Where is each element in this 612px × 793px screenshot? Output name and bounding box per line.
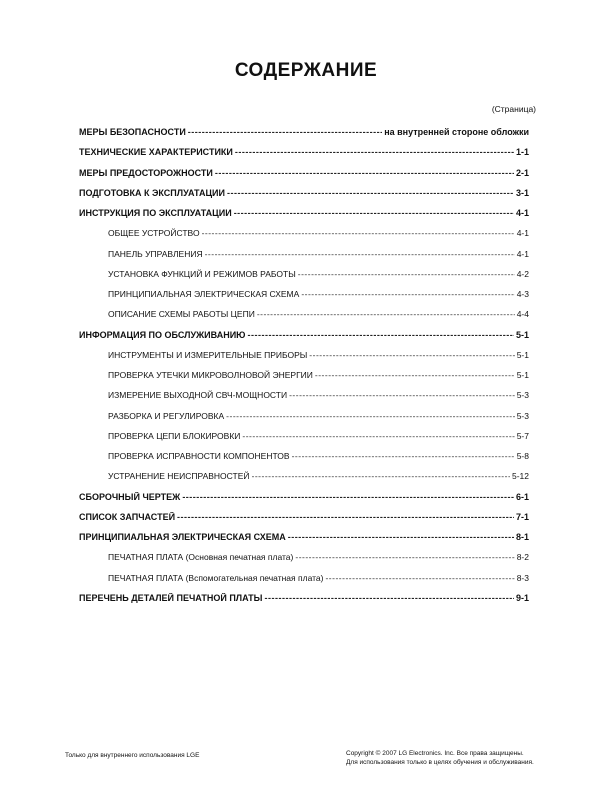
toc-dot-leader bbox=[227, 188, 514, 198]
toc-dot-leader bbox=[295, 552, 514, 562]
toc-subsection-entry bbox=[79, 573, 529, 593]
toc-entry-page: 4-1 bbox=[516, 248, 529, 259]
toc-subsection-entry bbox=[79, 350, 529, 370]
toc-dot-leader bbox=[235, 147, 514, 157]
toc-entry-page: 5-3 bbox=[516, 410, 529, 421]
toc-subsection-entry bbox=[79, 471, 529, 491]
toc-dot-leader bbox=[257, 309, 515, 319]
toc-entry-label: УСТАНОВКА ФУНКЦИЙ И РЕЖИМОВ РАБОТЫ bbox=[108, 268, 296, 279]
footer-copyright-line-2: Для использования только в целях обучения и обслуживания. bbox=[346, 759, 534, 766]
toc-subsection-entry bbox=[79, 411, 529, 431]
toc-entry-label: ПОДГОТОВКА К ЭКСПЛУАТАЦИИ bbox=[79, 187, 225, 198]
toc-dot-leader bbox=[264, 593, 514, 603]
toc-dot-leader bbox=[215, 168, 514, 178]
toc-entry-page: 8-2 bbox=[516, 552, 529, 563]
toc-entry-label: УСТРАНЕНИЕ НЕИСПРАВНОСТЕЙ bbox=[108, 471, 250, 482]
toc-dot-leader bbox=[292, 451, 515, 461]
table-of-contents bbox=[79, 127, 529, 613]
toc-entry-label: МЕРЫ БЕЗОПАСНОСТИ bbox=[79, 127, 186, 137]
toc-section-entry bbox=[79, 188, 529, 208]
toc-entry-label: ПЕЧАТНАЯ ПЛАТА (Вспомогательная печатная плата) bbox=[108, 572, 324, 583]
toc-section-entry bbox=[79, 492, 529, 512]
toc-dot-leader bbox=[202, 228, 515, 238]
toc-entry-label: РАЗБОРКА И РЕГУЛИРОВКА bbox=[108, 410, 225, 421]
toc-entry-page: 3-1 bbox=[515, 187, 529, 198]
toc-entry-page: 2-1 bbox=[515, 167, 529, 178]
toc-entry-label: ИНСТРУМЕНТЫ И ИЗМЕРИТЕЛЬНЫЕ ПРИБОРЫ bbox=[108, 349, 308, 360]
toc-section-entry bbox=[79, 147, 529, 167]
toc-subsection-entry bbox=[79, 269, 529, 289]
toc-entry-page: 8-1 bbox=[515, 532, 529, 542]
toc-entry-label: СПИСОК ЗАПЧАСТЕЙ bbox=[79, 511, 176, 522]
toc-dot-leader bbox=[234, 208, 514, 218]
toc-section-entry bbox=[79, 208, 529, 228]
toc-entry-page: 5-12 bbox=[511, 471, 529, 482]
toc-subsection-entry bbox=[79, 289, 529, 309]
toc-section-entry bbox=[79, 512, 529, 532]
footer-internal-use: Только для внутреннего использования LGE bbox=[65, 752, 200, 759]
toc-dot-leader bbox=[242, 431, 514, 441]
toc-dot-leader bbox=[288, 532, 514, 542]
toc-entry-page: 6-1 bbox=[515, 491, 529, 502]
toc-entry-label: ПЕРЕЧЕНЬ ДЕТАЛЕЙ ПЕЧАТНОЙ ПЛАТЫ bbox=[79, 592, 263, 603]
page-title: СОДЕРЖАНИЕ bbox=[234, 60, 378, 81]
toc-entry-label: ТЕХНИЧЕСКИЕ ХАРАКТЕРИСТИКИ bbox=[79, 147, 233, 158]
toc-entry-page: 5-3 bbox=[516, 390, 529, 401]
toc-dot-leader bbox=[298, 269, 515, 279]
toc-subsection-entry bbox=[79, 431, 529, 451]
toc-entry-label: ПРИНЦИПИАЛЬНАЯ ЭЛЕКТРИЧЕСКАЯ СХЕМА bbox=[108, 289, 300, 299]
toc-dot-leader bbox=[182, 492, 514, 502]
toc-entry-label: ПРОВЕРКА УТЕЧКИ МИКРОВОЛНОВОЙ ЭНЕРГИИ bbox=[108, 370, 313, 380]
toc-entry-page: 5-8 bbox=[516, 451, 529, 461]
toc-dot-leader bbox=[309, 350, 514, 360]
page-column-label: (Страница) bbox=[491, 104, 536, 114]
toc-section-entry bbox=[79, 127, 529, 147]
toc-entry-label: ПРОВЕРКА ЦЕПИ БЛОКИРОВКИ bbox=[108, 430, 241, 441]
toc-dot-leader bbox=[301, 289, 514, 299]
toc-entry-page: 4-2 bbox=[516, 268, 529, 279]
toc-section-entry bbox=[79, 330, 529, 350]
toc-entry-page: 1-1 bbox=[515, 147, 529, 158]
toc-dot-leader bbox=[226, 411, 515, 421]
toc-section-entry bbox=[79, 532, 529, 552]
toc-dot-leader bbox=[188, 127, 382, 137]
toc-section-entry bbox=[79, 168, 529, 188]
toc-entry-page: 8-3 bbox=[516, 572, 529, 583]
toc-subsection-entry bbox=[79, 228, 529, 248]
toc-entry-label: ИНСТРУКЦИЯ ПО ЭКСПЛУАТАЦИИ bbox=[79, 208, 232, 218]
toc-section-entry bbox=[79, 593, 529, 613]
toc-subsection-entry bbox=[79, 451, 529, 471]
toc-entry-label: ИНФОРМАЦИЯ ПО ОБСЛУЖИВАНИЮ bbox=[79, 329, 246, 340]
toc-dot-leader bbox=[177, 512, 514, 522]
toc-subsection-entry bbox=[79, 309, 529, 329]
toc-entry-page: 4-4 bbox=[516, 309, 529, 320]
toc-subsection-entry bbox=[79, 552, 529, 572]
toc-entry-label: ОБЩЕЕ УСТРОЙСТВО bbox=[108, 228, 200, 239]
toc-entry-label: МЕРЫ ПРЕДОСТОРОЖНОСТИ bbox=[79, 167, 213, 178]
toc-entry-label: ПРИНЦИПИАЛЬНАЯ ЭЛЕКТРИЧЕСКАЯ СХЕМА bbox=[79, 532, 286, 542]
toc-subsection-entry bbox=[79, 370, 529, 390]
toc-entry-page: 5-1 bbox=[515, 329, 529, 340]
toc-entry-page: 9-1 bbox=[515, 592, 529, 603]
toc-dot-leader bbox=[205, 249, 515, 259]
toc-entry-page: на внутренней стороне обложки bbox=[384, 127, 529, 137]
toc-subsection-entry bbox=[79, 249, 529, 269]
toc-entry-page: 7-1 bbox=[515, 511, 529, 522]
toc-dot-leader bbox=[252, 471, 510, 481]
toc-dot-leader bbox=[325, 573, 514, 583]
toc-entry-page: 4-1 bbox=[515, 208, 529, 218]
toc-entry-label: ПРОВЕРКА ИСПРАВНОСТИ КОМПОНЕНТОВ bbox=[108, 451, 290, 461]
toc-dot-leader bbox=[289, 390, 515, 400]
toc-entry-label: ПЕЧАТНАЯ ПЛАТА (Основная печатная плата) bbox=[108, 552, 294, 563]
footer-copyright bbox=[346, 749, 534, 767]
toc-entry-page: 4-3 bbox=[516, 289, 529, 299]
toc-entry-label: СБОРОЧНЫЙ ЧЕРТЕЖ bbox=[79, 491, 181, 502]
toc-entry-page: 4-1 bbox=[516, 228, 529, 239]
toc-subsection-entry bbox=[79, 390, 529, 410]
toc-entry-label: ИЗМЕРЕНИЕ ВЫХОДНОЙ СВЧ-МОЩНОСТИ bbox=[108, 390, 288, 401]
toc-entry-label: ОПИСАНИЕ СХЕМЫ РАБОТЫ ЦЕПИ bbox=[108, 309, 255, 320]
toc-dot-leader bbox=[315, 370, 515, 380]
footer-copyright-line-1: Copyright © 2007 LG Electronics. Inc. Все права защищены. bbox=[346, 750, 524, 757]
toc-entry-label: ПАНЕЛЬ УПРАВЛЕНИЯ bbox=[108, 248, 203, 259]
toc-entry-page: 5-1 bbox=[516, 349, 529, 360]
toc-dot-leader bbox=[247, 330, 514, 340]
toc-entry-page: 5-7 bbox=[516, 430, 529, 441]
toc-entry-page: 5-1 bbox=[516, 370, 529, 380]
